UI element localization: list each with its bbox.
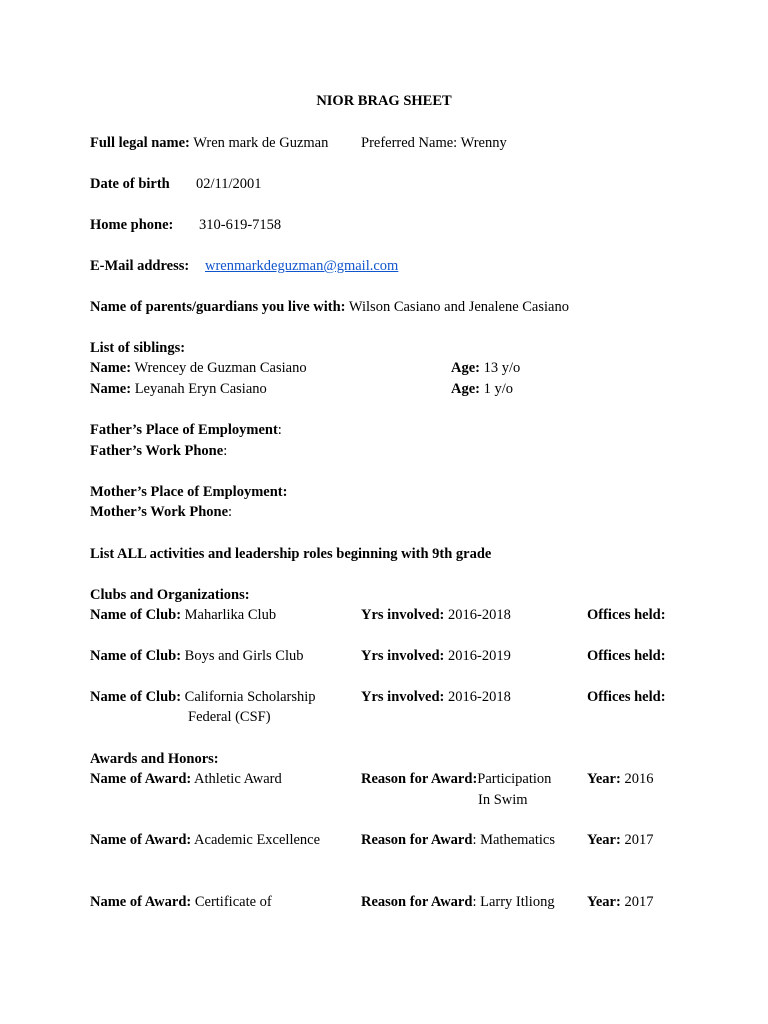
club-years: Yrs involved: 2016-2019: [361, 648, 511, 664]
sibling-age-value: 1 y/o: [483, 381, 514, 397]
sibling-age-label: Age:: [451, 360, 480, 376]
award-name: Name of Award: Athletic Award: [90, 771, 282, 787]
award-name: Name of Award: Academic Excellence: [90, 832, 321, 848]
preferred-name-label: Preferred Name:: [361, 135, 458, 151]
parents-row: [90, 298, 569, 316]
club-name: Name of Club: Boys and Girls Club: [90, 648, 304, 664]
award-reason: Reason for Award: Mathematics: [361, 832, 555, 848]
award-year: Year: 2016: [587, 771, 654, 787]
email-label: E-Mail address:: [90, 258, 190, 274]
club-name-continued: Federal (CSF): [188, 709, 271, 725]
page-title: NIOR BRAG SHEET: [316, 93, 452, 109]
preferred-name-value: Wrenny: [460, 135, 507, 151]
award-reason-continued: In Swim: [478, 792, 528, 808]
full-name-value: Wren mark de Guzman: [193, 135, 329, 151]
home-phone-label: Home phone:: [90, 217, 174, 233]
club-years: Yrs involved: 2016-2018: [361, 607, 511, 623]
full-name-label: Full legal name:: [90, 135, 190, 151]
dob-label: Date of birth: [90, 176, 170, 192]
sibling-name: Leyanah Eryn Casiano: [134, 381, 267, 397]
sibling-age-value: 13 y/o: [483, 360, 521, 376]
awards-heading: Awards and Honors:: [90, 751, 219, 767]
sibling-age-label: Age:: [451, 381, 480, 397]
award-year: Year: 2017: [587, 832, 654, 848]
sibling-row: [90, 380, 267, 398]
siblings-heading: List of siblings:: [90, 340, 186, 356]
preferred-name-row: [361, 134, 507, 152]
sibling-row: [90, 359, 307, 377]
activities-heading: List ALL activities and leadership roles beginning with 9th grade: [90, 546, 492, 562]
club-offices-label: Offices held:: [587, 607, 666, 623]
sibling-age: [451, 380, 513, 398]
dob-value: 02/11/2001: [196, 176, 262, 192]
full-name-row: [90, 134, 328, 152]
club-years: Yrs involved: 2016-2018: [361, 689, 511, 705]
club-name: Name of Club: Maharlika Club: [90, 607, 277, 623]
club-offices-label: Offices held:: [587, 648, 666, 664]
award-reason: Reason for Award: Larry Itliong: [361, 894, 555, 910]
sibling-age: [451, 359, 520, 377]
club-name: Name of Club: California Scholarship: [90, 689, 316, 705]
father-employment-label: Father’s Place of Employment:: [90, 422, 282, 438]
club-offices-label: Offices held:: [587, 689, 666, 705]
father-phone-label: Father’s Work Phone:: [90, 443, 228, 459]
sibling-name-label: Name:: [90, 381, 132, 397]
home-phone-value: 310-619-7158: [199, 217, 282, 233]
mother-phone-label: Mother’s Work Phone:: [90, 504, 233, 520]
parents-value: Wilson Casiano and Jenalene Casiano: [348, 299, 569, 315]
clubs-heading: Clubs and Organizations:: [90, 587, 250, 603]
mother-employment-label: Mother’s Place of Employment:: [90, 484, 288, 500]
sibling-name-label: Name:: [90, 360, 132, 376]
award-reason: Reason for Award:Participation: [361, 771, 552, 787]
email-link[interactable]: wrenmarkdeguzman@gmail.com: [205, 258, 399, 274]
award-name: Name of Award: Certificate of: [90, 894, 272, 910]
award-year: Year: 2017: [587, 894, 654, 910]
sibling-name: Wrencey de Guzman Casiano: [134, 360, 307, 376]
parents-label: Name of parents/guardians you live with:: [90, 299, 346, 315]
